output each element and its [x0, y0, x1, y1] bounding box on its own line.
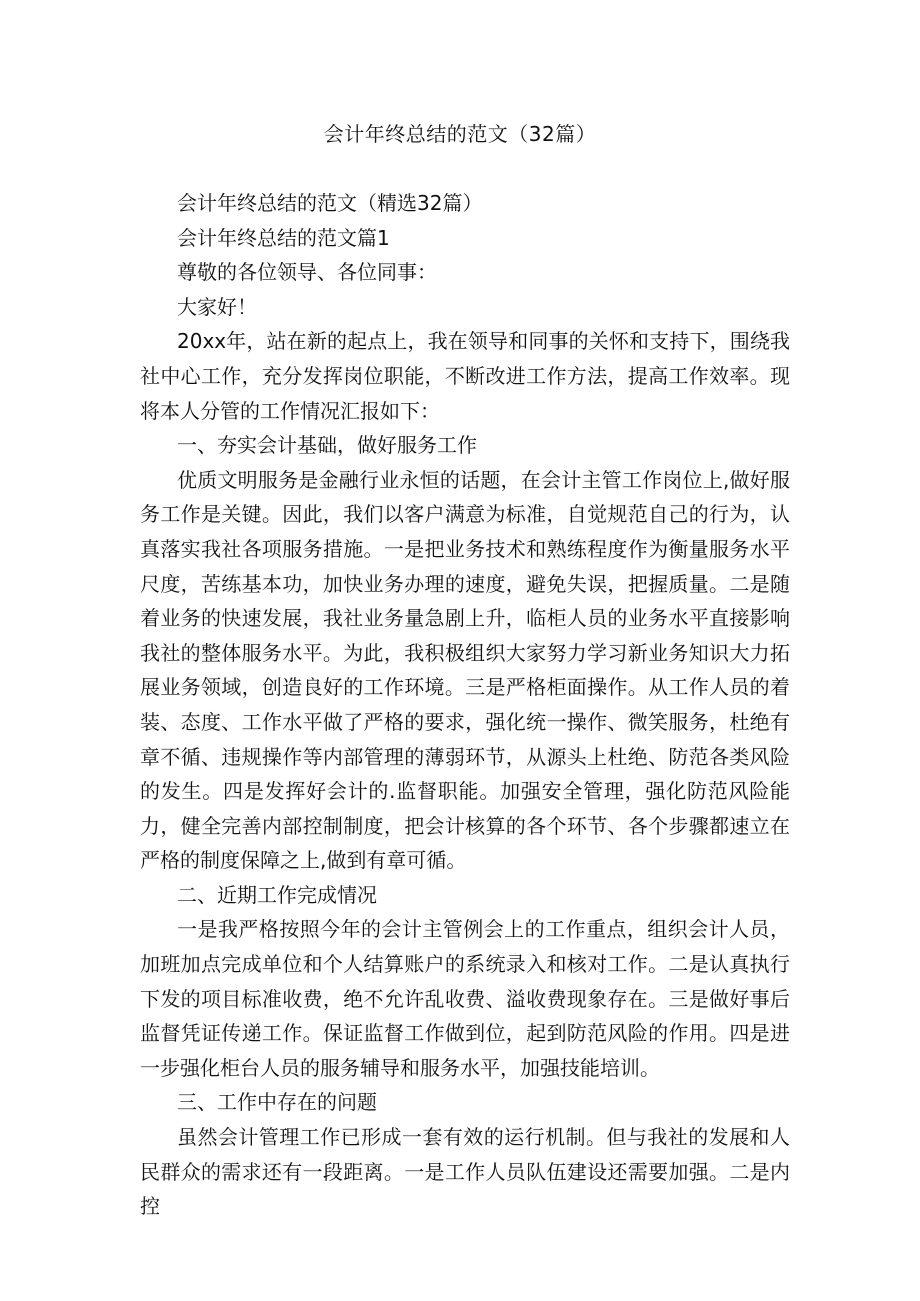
paragraph-problems: 虽然会计管理工作已形成一套有效的运行机制。但与我社的发展和人民群众的需求还有一段距离。一是工作人员队伍建设还需要加强。二是内控 [140, 1125, 790, 1219]
paragraph-recent-work: 一是我严格按照今年的会计主管例会上的工作重点，组织会计人员，加班加点完成单位和个人结算账户的系统录入和核对工作。二是认真执行下发的项目标准收费，绝不允许乱收费、溢收费现象存在。三是做好事后监督凭证传递工作。保证监督工作做到位，起到防范风险的作用。四是进一步强化柜台人员的服务辅导和服务水平，加强技能培训。 [140, 917, 790, 1080]
document-title: 会计年终总结的范文（32篇） [323, 122, 597, 146]
paragraph-salutation: 尊敬的各位领导、各位同事： [177, 260, 437, 285]
document-body [140, 186, 790, 1224]
paragraph-intro: 20xx年，站在新的起点上，我在领导和同事的关怀和支持下，围绕我社中心工作，充分发挥岗位职能，不断改进工作方法，提高工作效率。现将本人分管的工作情况汇报如下： [140, 329, 790, 423]
paragraph-service-work: 优质文明服务是金融行业永恒的话题，在会计主管工作岗位上,做好服务工作是关键。因此，我们以客户满意为标准，自觉规范自己的行为，认真落实我社各项服务措施。一是把业务技术和熟练程度作为衡量服务水平尺度，苦练基本功，加快业务办理的速度，避免失误，把握质量。二是随着业务的快速发展，我社业务量急剧上升，临柜人员的业务水平直接影响我社的整体服务水平。为此，我积极组织大家努力学习新业务知识大力拓展业务领域，创造良好的工作环境。三是严格柜面操作。从工作人员的着装、态度、工作水平做了严格的要求，强化统一操作、微笑服务，杜绝有章不循、违规操作等内部管理的薄弱环节，从源头上杜绝、防范各类风险的发生。四是发挥好会计的.监督职能。加强安全管理，强化防范风险能力，健全完善内部控制制度，把会计核算的各个环节、各个步骤都速立在严格的制度保障之上,做到有章可循。 [140, 467, 790, 873]
paragraph-heading-two: 二、近期工作完成情况 [177, 882, 377, 907]
paragraph-greeting: 大家好！ [177, 294, 257, 319]
paragraph-section-heading: 会计年终总结的范文篇1 [177, 225, 390, 250]
paragraph-subtitle: 会计年终总结的范文（精选32篇） [177, 191, 483, 215]
paragraph-heading-three: 三、工作中存在的问题 [177, 1090, 377, 1115]
paragraph-heading-one: 一、夯实会计基础，做好服务工作 [177, 433, 477, 458]
